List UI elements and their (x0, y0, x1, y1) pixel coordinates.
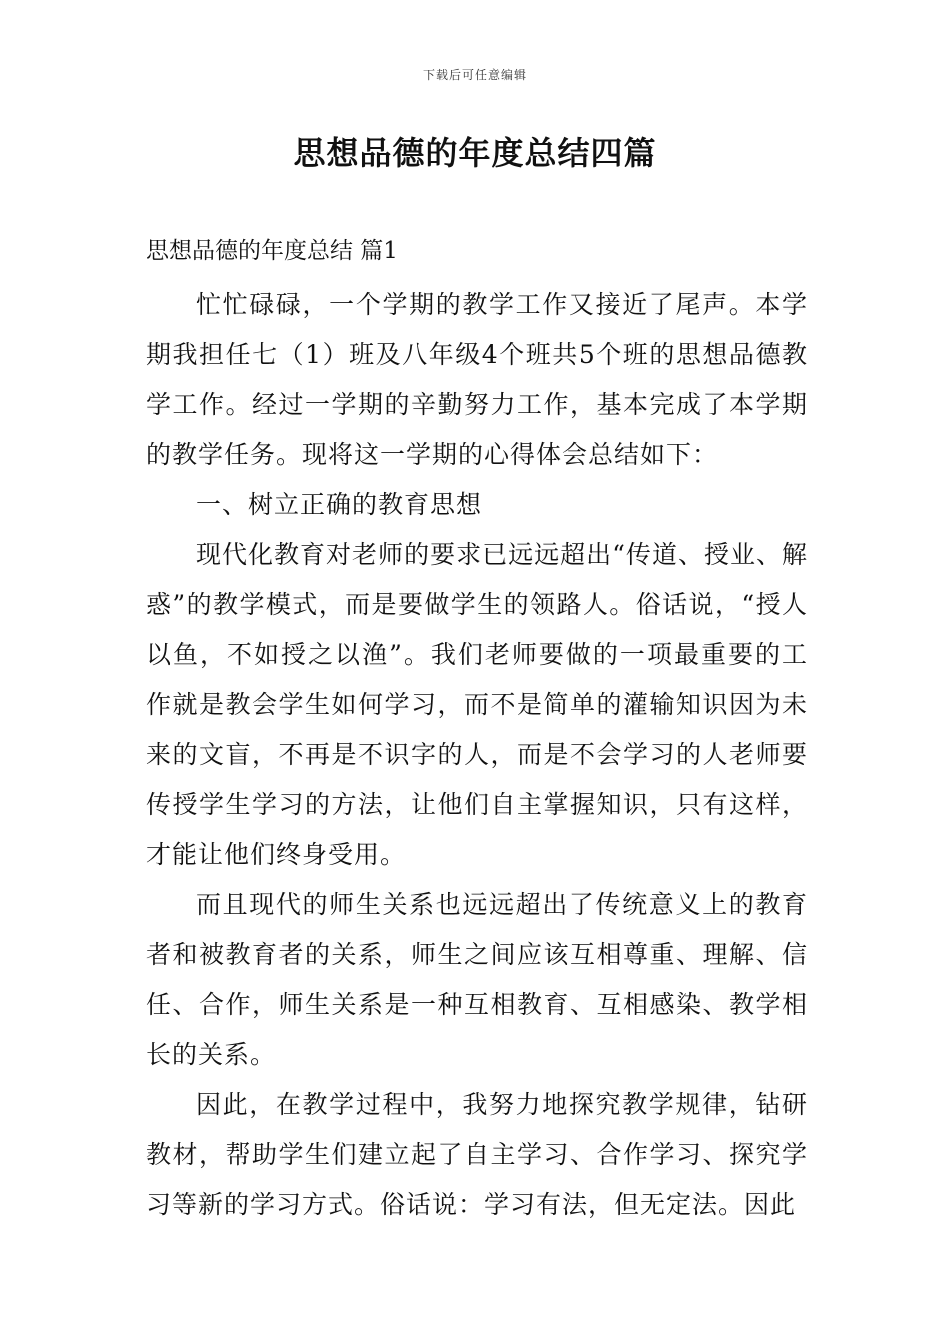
paragraph-teacher-student-relation: 而且现代的师生关系也远远超出了传统意义上的教育者和被教育者的关系，师生之间应该互相尊重、理解、信任、合作，师生关系是一种互相教育、互相感染、教学相长的关系。 (146, 890, 808, 1069)
header-note: 下载后可任意编辑 (422, 68, 527, 82)
paragraph-intro: 忙忙碌碌，一个学期的教学工作又接近了尾声。本学期我担任七（1）班及八年级4个班共5个班的思想品德教学工作。经过一学期的辛勤努力工作，基本完成了本学期的教学任务。现将这一学期的心得体会总结如下： (146, 290, 808, 469)
section-heading: 思想品德的年度总结 篇1 (146, 238, 398, 264)
paragraph-teaching-process: 因此，在教学过程中，我努力地探究教学规律，钻研教材，帮助学生们建立起了自主学习、合作学习、探究学习等新的学习方式。俗话说：学习有法，但无定法。因此 (146, 1090, 808, 1219)
subheading-education-thought: 一、树立正确的教育思想 (196, 490, 483, 519)
document-body (146, 280, 808, 1230)
document-title: 思想品德的年度总结四篇 (293, 134, 657, 172)
paragraph-modern-education: 现代化教育对老师的要求已远远超出“传道、授业、解惑”的教学模式，而是要做学生的领路人。俗话说，“授人以鱼，不如授之以渔”。我们老师要做的一项最重要的工作就是教会学生如何学习，而不是简单的灌输知识因为未来的文盲，不再是不识字的人，而是不会学习的人老师要传授学生学习的方法，让他们自主掌握知识，只有这样，才能让他们终身受用。 (146, 540, 808, 869)
